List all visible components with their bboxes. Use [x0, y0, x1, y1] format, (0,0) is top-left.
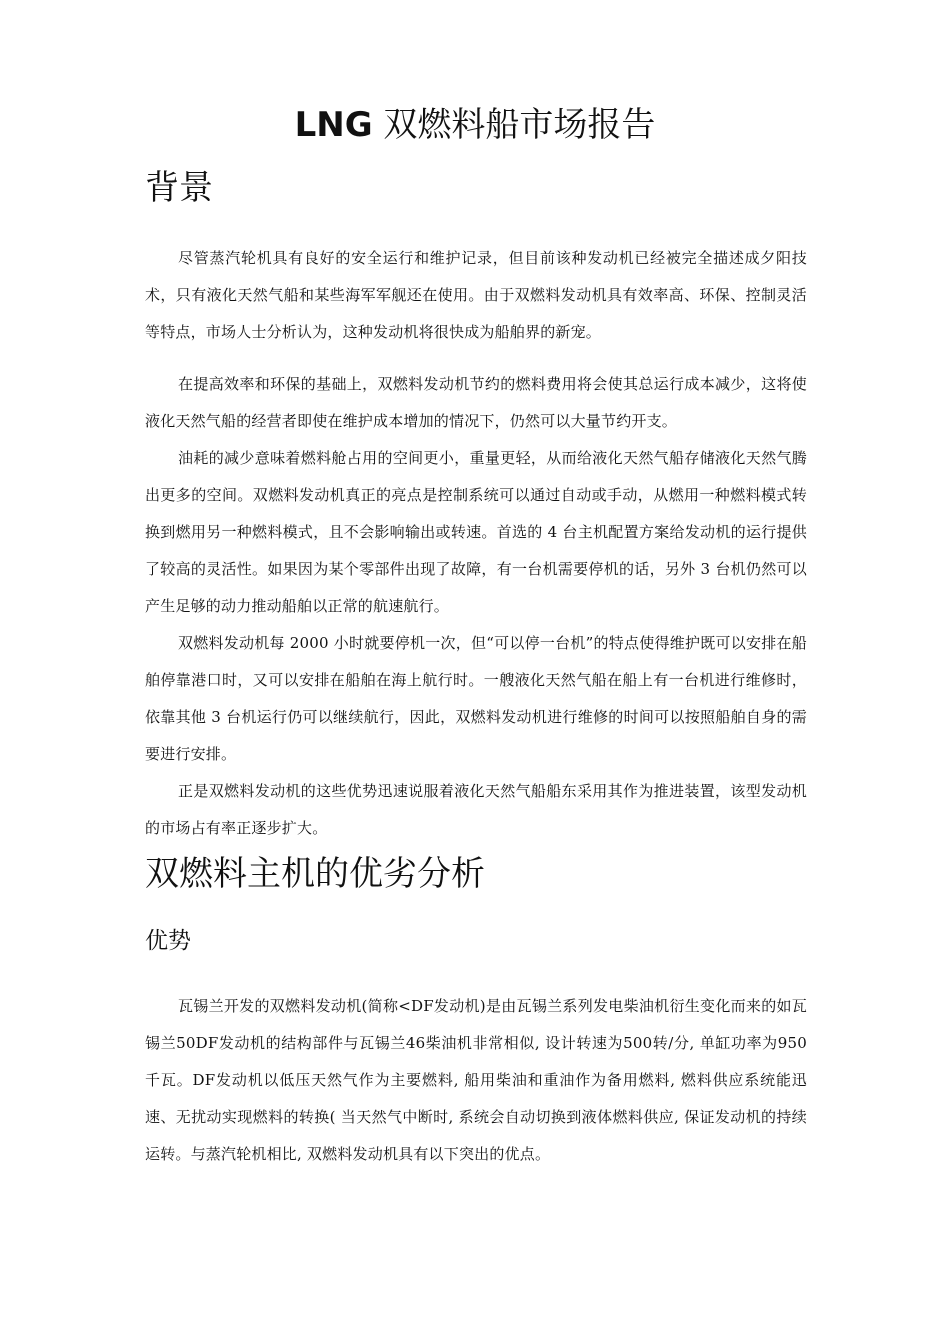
- paragraph: 尽管蒸汽轮机具有良好的安全运行和维护记录，但目前该种发动机已经被完全描述成夕阳技术，只有液化天然气船和某些海军军舰还在使用。由于双燃料发动机具有效率高、环保、控制灵活等特点，市场人士分析认为，这种发动机将很快成为船舶界的新宠。: [145, 249, 807, 341]
- section-heading-background: 背景: [145, 168, 213, 208]
- paragraph: 正是双燃料发动机的这些优势迅速说服着液化天然气船船东采用其作为推进装置，该型发动机的市场占有率正逐步扩大。: [145, 782, 807, 837]
- subsection-heading-advantages: 优势: [145, 928, 191, 954]
- paragraph: 在提高效率和环保的基础上，双燃料发动机节约的燃料费用将会使其总运行成本减少，这将使液化天然气船的经营者即使在维护成本增加的情况下，仍然可以大量节约开支。: [145, 375, 807, 430]
- paragraph: 瓦锡兰开发的双燃料发动机(简称<DF发动机)是由瓦锡兰系列发电柴油机衍生变化而来的如瓦锡兰50DF发动机的结构部件与瓦锡兰46柴油机非常相似, 设计转速为500转/分, 单缸功率为950千瓦。DF发动机以低压天然气作为主要燃料, 船用柴油和重油作为备用燃料, 燃料供应系统能迅速、无扰动实现燃料的转换( 当天然气中断时, 系统会自动切换到液体燃料供应, 保证发动机的持续运转。与蒸汽轮机相比, 双燃料发动机具有以下突出的优点。: [145, 997, 807, 1163]
- paragraph: 油耗的减少意味着燃料舱占用的空间更小，重量更轻，从而给液化天然气船存储液化天然气腾出更多的空间。双燃料发动机真正的亮点是控制系统可以通过自动或手动，从燃用一种燃料模式转换到燃用另一种燃料模式，且不会影响输出或转速。首选的 4 台主机配置方案给发动机的运行提供了较高的灵活性。如果因为某个零部件出现了故障，有一台机需要停机的话，另外 3 台机仍然可以产生足够的动力推动船舶以正常的航速航行。: [145, 449, 807, 615]
- document-title-cjk: 双燃料船市场报告: [383, 105, 656, 145]
- document-title: [0, 100, 950, 150]
- section-heading-dual-fuel-analysis: 双燃料主机的优劣分析: [145, 854, 485, 894]
- paragraph: 双燃料发动机每 2000 小时就要停机一次，但“可以停一台机”的特点使得维护既可以安排在船舶停靠港口时，又可以安排在船舶在海上航行时。一艘液化天然气船在船上有一台机进行维修时，依靠其他 3 台机运行仍可以继续航行，因此，双燃料发动机进行维修的时间可以按照船舶自身的需要进行安排。: [145, 634, 807, 763]
- document-title-latin: LNG: [294, 105, 373, 145]
